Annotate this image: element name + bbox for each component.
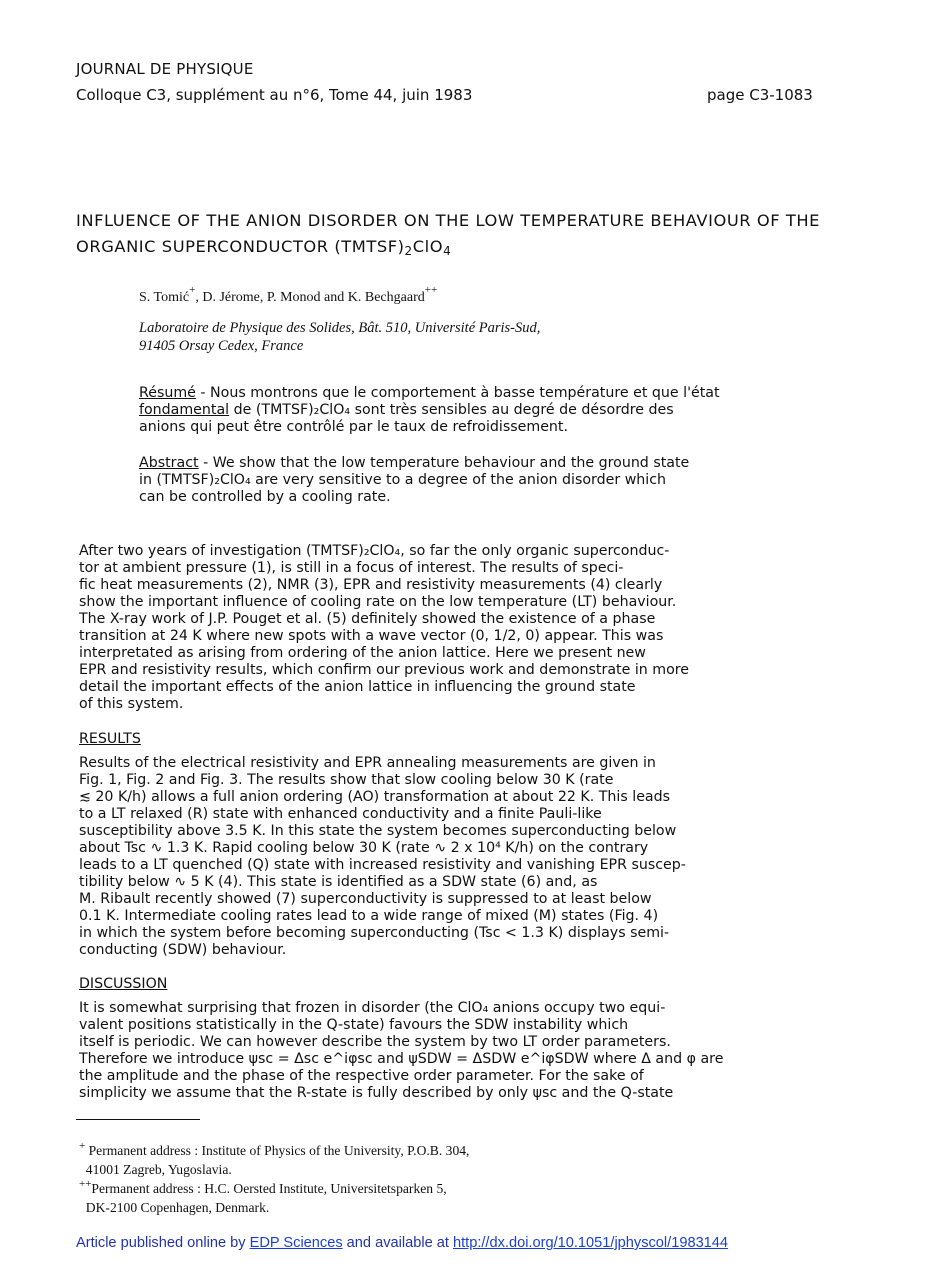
- author-list: S. Tomić+, D. Jérome, P. Monod and K. Bechgaard++: [139, 284, 438, 305]
- title-line-2: ORGANIC SUPERCONDUCTOR $(TMTSF)_2ClO_4$: [76, 237, 452, 258]
- intro-paragraph: After two years of investigation (TMTSF)₂ClO₄, so far the only organic superconduc- tor at ambient pressure (1), is still in a focus of interest. The results of speci- fic heat measurements (2), NMR (3), EPR and resistivity measurements (4) clearly show the important influence of cooling rate on the low temperature (LT) behaviour. The X-ray work of J.P. Pouget et al. (5) definitely showed the existence of a phase transition at 24 K where new spots with a wave vector (0, 1/2, 0) appear. This was interpretated as arising from ordering of the anion lattice. Here we present new EPR and resistivity results, which confirm our previous work and demonstrate in more detail the important effects of the anion lattice in influencing the ground state of this system.: [79, 543, 690, 712]
- footnote-rule: [76, 1119, 200, 1120]
- results-heading: RESULTS: [79, 731, 141, 747]
- publisher-link[interactable]: EDP Sciences: [249, 1235, 343, 1251]
- journal-name: JOURNAL DE PHYSIQUE: [76, 60, 254, 78]
- paper-title: [76, 208, 856, 264]
- resume-label: Résumé: [139, 385, 196, 401]
- affiliation: Laboratoire de Physique des Solides, Bât. 510, Université Paris-Sud, 91405 Orsay Cedex, France: [139, 320, 541, 354]
- discussion-heading: DISCUSSION: [79, 976, 168, 992]
- abstract-block: Abstract - We show that the low temperature behaviour and the ground state in (TMTSF)₂ClO₄ are very sensitive to a degree of the anion disorder which can be controlled by a cooling rate.: [139, 455, 690, 506]
- results-paragraph: Results of the electrical resistivity and EPR annealing measurements are given in Fig. 1, Fig. 2 and Fig. 3. The results show that slow cooling below 30 K (rate ≲ 20 K/h) allows a full anion ordering (AO) transformation at about 22 K. This leads to a LT relaxed (R) state with enhanced conductivity and a finite Pauli-like susceptibility above 3.5 K. In this state the system becomes superconducting below about Tsc ∿ 1.3 K. Rapid cooling below 30 K (rate ∿ 2 x 10⁴ K/h) on the contrary leads to a LT quenched (Q) state with increased resistivity and vanishing EPR suscep- tibility below ∿ 5 K (4). This state is identified as a SDW state (6) and, as M. Ribault recently showed (7) superconductivity is suppressed to at least below 0.1 K. Intermediate cooling rates lead to a wide range of mixed (M) states (Fig. 4) in which the system before becoming superconducting (Tsc < 1.3 K) displays semi- conducting (SDW) behaviour.: [79, 755, 686, 958]
- issue-info: Colloque C3, supplément au n°6, Tome 44, juin 1983: [76, 86, 473, 104]
- title-line-1: INFLUENCE OF THE ANION DISORDER ON THE LOW TEMPERATURE BEHAVIOUR OF THE: [76, 211, 821, 230]
- discussion-paragraph: It is somewhat surprising that frozen in disorder (the ClO₄ anions occupy two equi- valent positions statistically in the Q-state) favours the SDW instability which itself is periodic. We can however describe the system by two LT order parameters. Therefore we introduce ψsc = Δsc e^iφsc and ψSDW = ΔSDW e^iφSDW where Δ and φ are the amplitude and the phase of the respective order parameter. For the sake of simplicity we assume that the R-state is fully described by only ψsc and the Q-state: [79, 1000, 724, 1101]
- abstract-label: Abstract: [139, 455, 199, 471]
- footnote-1: + Permanent address : Institute of Physics of the University, P.O.B. 304, 41001 Zagreb, Yugoslavia.: [79, 1140, 470, 1177]
- resume-block: Résumé - Nous montrons que le comportement à basse température et que l'état fondamental de (TMTSF)₂ClO₄ sont très sensibles au degré de désordre des anions qui peut être contrôlé par le taux de refroidissement.: [139, 385, 720, 436]
- doi-link[interactable]: http://dx.doi.org/10.1051/jphyscol/1983144: [452, 1235, 729, 1251]
- footnote-2: ++Permanent address : H.C. Oersted Institute, Universitetsparken 5, DK-2100 Copenhagen, Denmark.: [79, 1178, 447, 1215]
- page-number: page C3-1083: [707, 86, 813, 104]
- publication-footer: Article published online by EDP Sciences and available at http://dx.doi.org/10.1051/jphyscol/1983144: [76, 1235, 729, 1251]
